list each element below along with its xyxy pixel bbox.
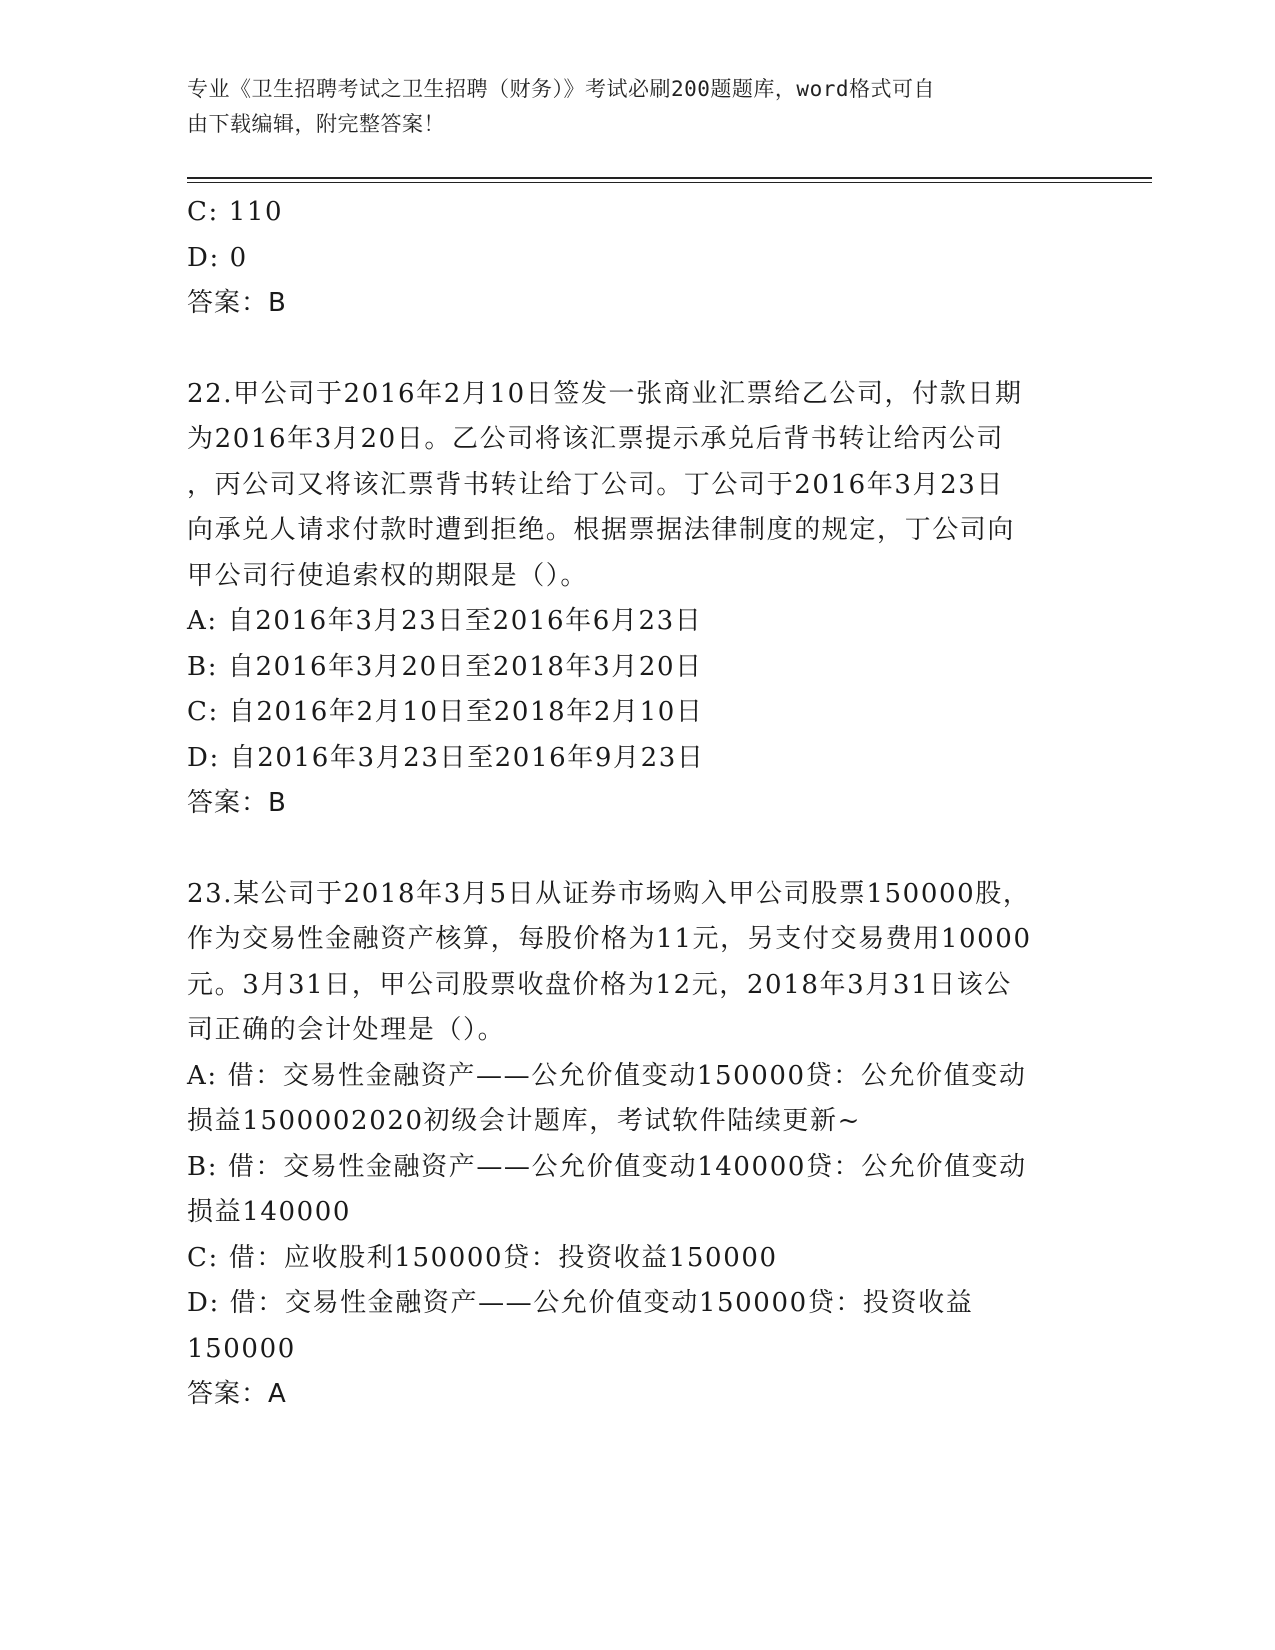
header-line: 专业《卫生招聘考试之卫生招聘（财务）》考试必刷200题题库，word格式可自 (187, 77, 935, 101)
question-text-line: 为2016年3月20日。乙公司将该汇票提示承兑后背书转让给丙公司 (187, 424, 1004, 454)
question-text-line: ，丙公司又将该汇票背书转让给丁公司。丁公司于2016年3月23日 (187, 469, 1004, 500)
header-divider (187, 177, 1152, 179)
option-c: C: 借：应收股利150000贷：投资收益150000 (187, 1242, 778, 1273)
spacer (187, 827, 1067, 872)
option-a: A: 自2016年3月23日至2016年6月23日 (187, 606, 703, 636)
spacer (187, 327, 1067, 372)
option-d: D: 借：交易性金融资产——公允价值变动150000贷：投资收益 (187, 1288, 974, 1318)
option-c: C: 自2016年2月10日至2018年2月10日 (187, 697, 704, 727)
answer: 答案：A (187, 1379, 287, 1409)
question-22 (187, 372, 1067, 827)
question-text-line: 元。3月31日，甲公司股票收盘价格为12元，2018年3月31日该公 (187, 969, 1012, 1000)
page-header (187, 72, 1067, 142)
document-body (187, 190, 1067, 1418)
option-a-continued: 损益1500002020初级会计题库，考试软件陆续更新~ (187, 1106, 862, 1136)
option-c: C: 110 (187, 197, 284, 227)
answer: 答案：B (187, 288, 287, 318)
question-text-line: 向承兑人请求付款时遭到拒绝。根据票据法律制度的规定，丁公司向 (187, 515, 1016, 545)
option-d: D: 自2016年3月23日至2016年9月23日 (187, 742, 705, 773)
question-text-line: 22.甲公司于2016年2月10日签发一张商业汇票给乙公司，付款日期 (187, 378, 1023, 409)
header-line: 由下载编辑，附完整答案！ (187, 112, 445, 136)
question-23 (187, 872, 1067, 1418)
option-a: A: 借：交易性金融资产——公允价值变动150000贷：公允价值变动 (187, 1060, 1027, 1091)
question-text-line: 甲公司行使追索权的期限是（）。 (187, 560, 589, 591)
question-text-line: 作为交易性金融资产核算，每股价格为11元，另支付交易费用10000 (187, 924, 1032, 954)
answer: 答案：B (187, 788, 287, 818)
option-b: B: 自2016年3月20日至2018年3月20日 (187, 651, 703, 682)
header-divider-thin (187, 182, 1152, 183)
previous-question-tail (187, 190, 1067, 327)
question-text-line: 23.某公司于2018年3月5日从证券市场购入甲公司股票150000股， (187, 878, 1031, 909)
option-d-continued: 150000 (187, 1333, 296, 1364)
option-b: B: 借：交易性金融资产——公允价值变动140000贷：公允价值变动 (187, 1151, 1027, 1182)
option-b-continued: 损益140000 (187, 1197, 352, 1227)
question-text-line: 司正确的会计处理是（）。 (187, 1015, 506, 1045)
option-d: D: 0 (187, 242, 248, 273)
